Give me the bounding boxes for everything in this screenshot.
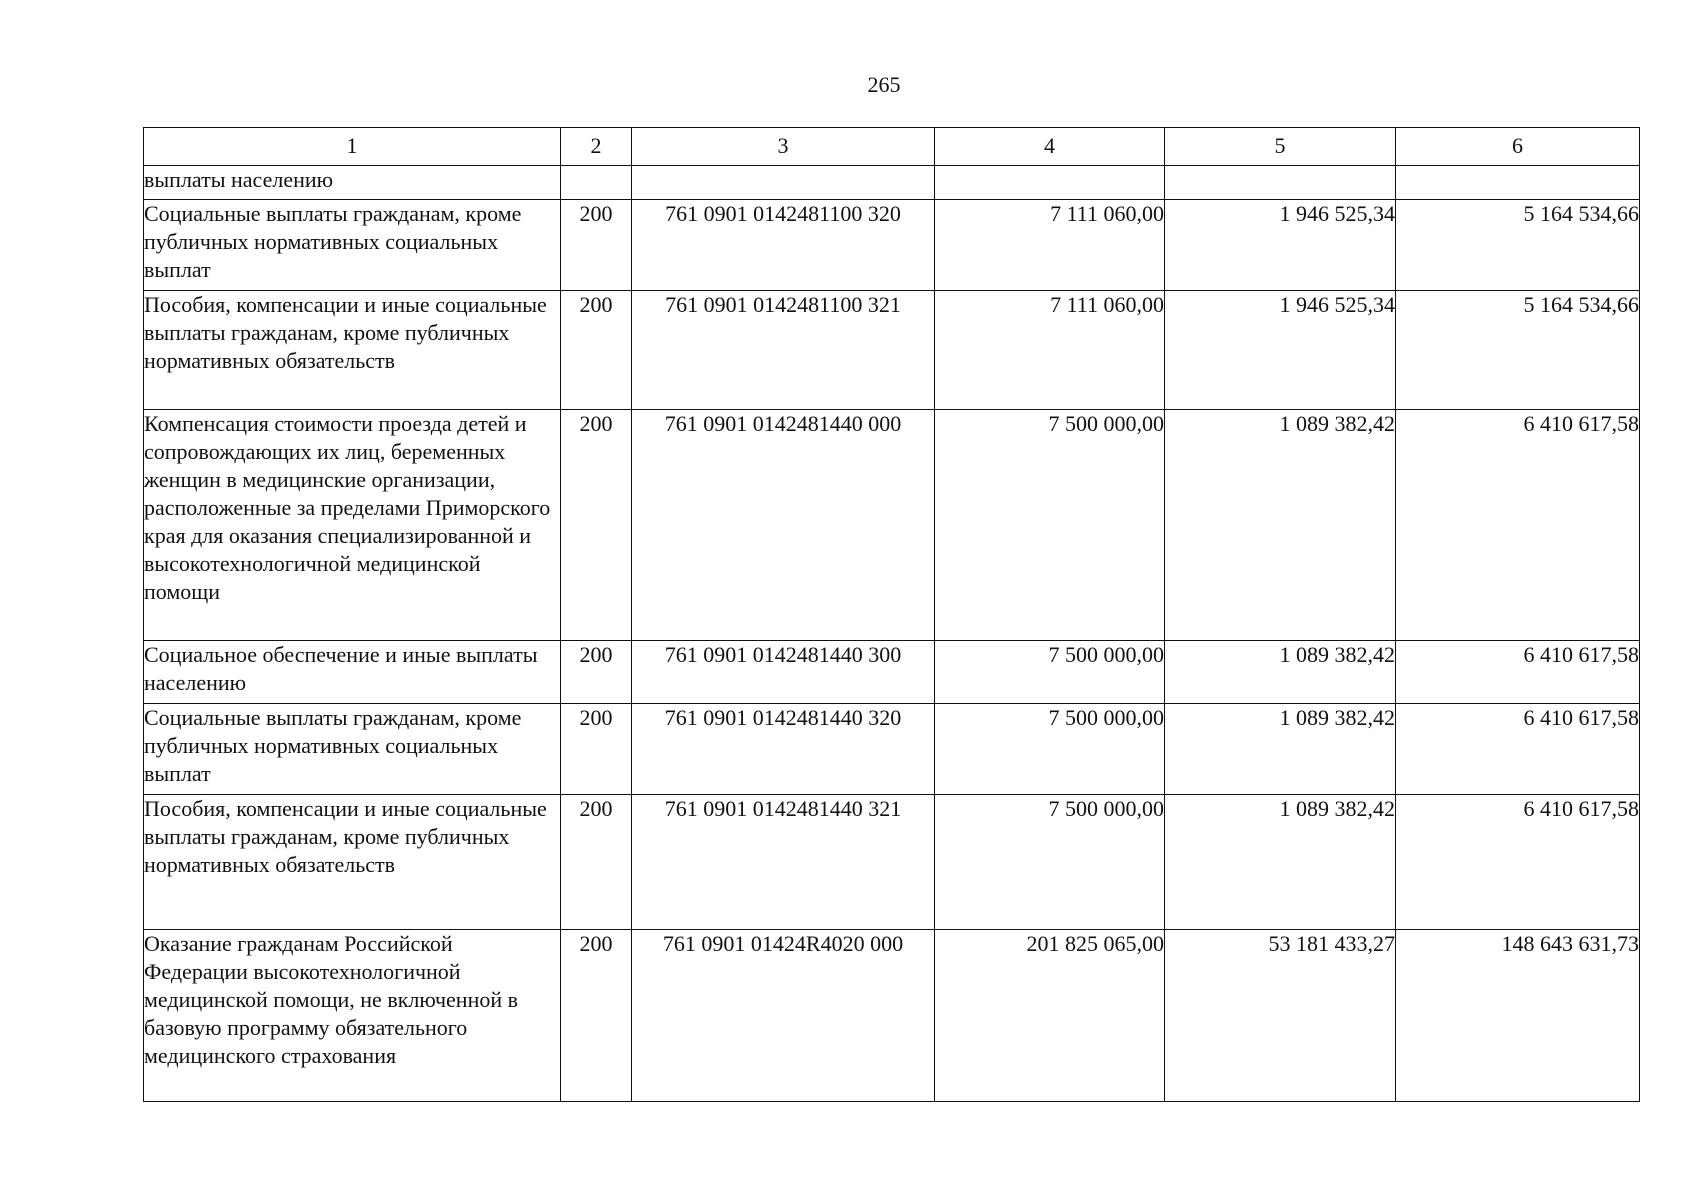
- row-kvsr-cell: 200: [561, 641, 632, 704]
- row-value4-cell: 7 500 000,00: [935, 704, 1165, 795]
- column-header-1: 1: [144, 128, 561, 166]
- row-name-cell: Социальные выплаты гражданам, кроме публичных нормативных социальных выплат: [144, 704, 561, 795]
- row-value5-cell: 1 946 525,34: [1165, 291, 1396, 410]
- row-value6-cell: 6 410 617,58: [1396, 410, 1640, 641]
- row-value5-cell: 1 089 382,42: [1165, 795, 1396, 930]
- row-code-cell: 761 0901 0142481440 320: [632, 704, 935, 795]
- row-value4-cell: 7 111 060,00: [935, 200, 1165, 291]
- row-value4-cell: 7 500 000,00: [935, 795, 1165, 930]
- row-kvsr-cell: 200: [561, 704, 632, 795]
- table-row: [144, 200, 1640, 291]
- row-value6-cell: 5 164 534,66: [1396, 291, 1640, 410]
- row-kvsr-cell: 200: [561, 930, 632, 1102]
- row-code-cell: 761 0901 01424R4020 000: [632, 930, 935, 1102]
- budget-table: [143, 127, 1640, 1102]
- row-value4-cell: 7 500 000,00: [935, 641, 1165, 704]
- row-value6-cell: 6 410 617,58: [1396, 641, 1640, 704]
- column-header-3: 3: [632, 128, 935, 166]
- row-name-cell: Социальное обеспечение и иные выплаты населению: [144, 641, 561, 704]
- row-value6-cell: 6 410 617,58: [1396, 704, 1640, 795]
- table-row: [144, 166, 1640, 200]
- row-value4-cell: [935, 166, 1165, 200]
- row-value6-cell: [1396, 166, 1640, 200]
- table-row: [144, 641, 1640, 704]
- row-kvsr-cell: 200: [561, 410, 632, 641]
- row-kvsr-cell: 200: [561, 200, 632, 291]
- column-header-6: 6: [1396, 128, 1640, 166]
- column-header-4: 4: [935, 128, 1165, 166]
- row-value5-cell: 1 089 382,42: [1165, 704, 1396, 795]
- column-header-2: 2: [561, 128, 632, 166]
- row-name-cell: выплаты населению: [144, 166, 561, 200]
- row-value5-cell: [1165, 166, 1396, 200]
- table-row: [144, 930, 1640, 1102]
- row-value4-cell: 7 111 060,00: [935, 291, 1165, 410]
- row-value5-cell: 53 181 433,27: [1165, 930, 1396, 1102]
- table-row: [144, 704, 1640, 795]
- row-name-cell: Социальные выплаты гражданам, кроме публичных нормативных социальных выплат: [144, 200, 561, 291]
- table-row: [144, 410, 1640, 641]
- row-code-cell: 761 0901 0142481100 321: [632, 291, 935, 410]
- row-kvsr-cell: 200: [561, 795, 632, 930]
- row-name-cell: Компенсация стоимости проезда детей и сопровождающих их лиц, беременных женщин в медицинские организации, расположенные за пределами Приморского края для оказания специализированной и высокотехнологичной медицинской помощи: [144, 410, 561, 641]
- row-kvsr-cell: 200: [561, 291, 632, 410]
- table-header-row: [144, 128, 1640, 166]
- row-code-cell: 761 0901 0142481440 300: [632, 641, 935, 704]
- table-row: [144, 291, 1640, 410]
- row-value6-cell: 5 164 534,66: [1396, 200, 1640, 291]
- row-value6-cell: 148 643 631,73: [1396, 930, 1640, 1102]
- page-number: 265: [867, 72, 901, 97]
- row-kvsr-cell: [561, 166, 632, 200]
- row-value5-cell: 1 946 525,34: [1165, 200, 1396, 291]
- row-name-cell: Пособия, компенсации и иные социальные выплаты гражданам, кроме публичных нормативных обязательств: [144, 795, 561, 930]
- row-name-cell: Оказание гражданам Российской Федерации высокотехнологичной медицинской помощи, не включенной в базовую программу обязательного медицинского страхования: [144, 930, 561, 1102]
- row-value4-cell: 7 500 000,00: [935, 410, 1165, 641]
- row-value4-cell: 201 825 065,00: [935, 930, 1165, 1102]
- row-value6-cell: 6 410 617,58: [1396, 795, 1640, 930]
- row-value5-cell: 1 089 382,42: [1165, 410, 1396, 641]
- row-name-cell: Пособия, компенсации и иные социальные выплаты гражданам, кроме публичных нормативных обязательств: [144, 291, 561, 410]
- row-value5-cell: 1 089 382,42: [1165, 641, 1396, 704]
- row-code-cell: [632, 166, 935, 200]
- row-code-cell: 761 0901 0142481440 321: [632, 795, 935, 930]
- row-code-cell: 761 0901 0142481440 000: [632, 410, 935, 641]
- table-row: [144, 795, 1640, 930]
- row-code-cell: 761 0901 0142481100 320: [632, 200, 935, 291]
- column-header-5: 5: [1165, 128, 1396, 166]
